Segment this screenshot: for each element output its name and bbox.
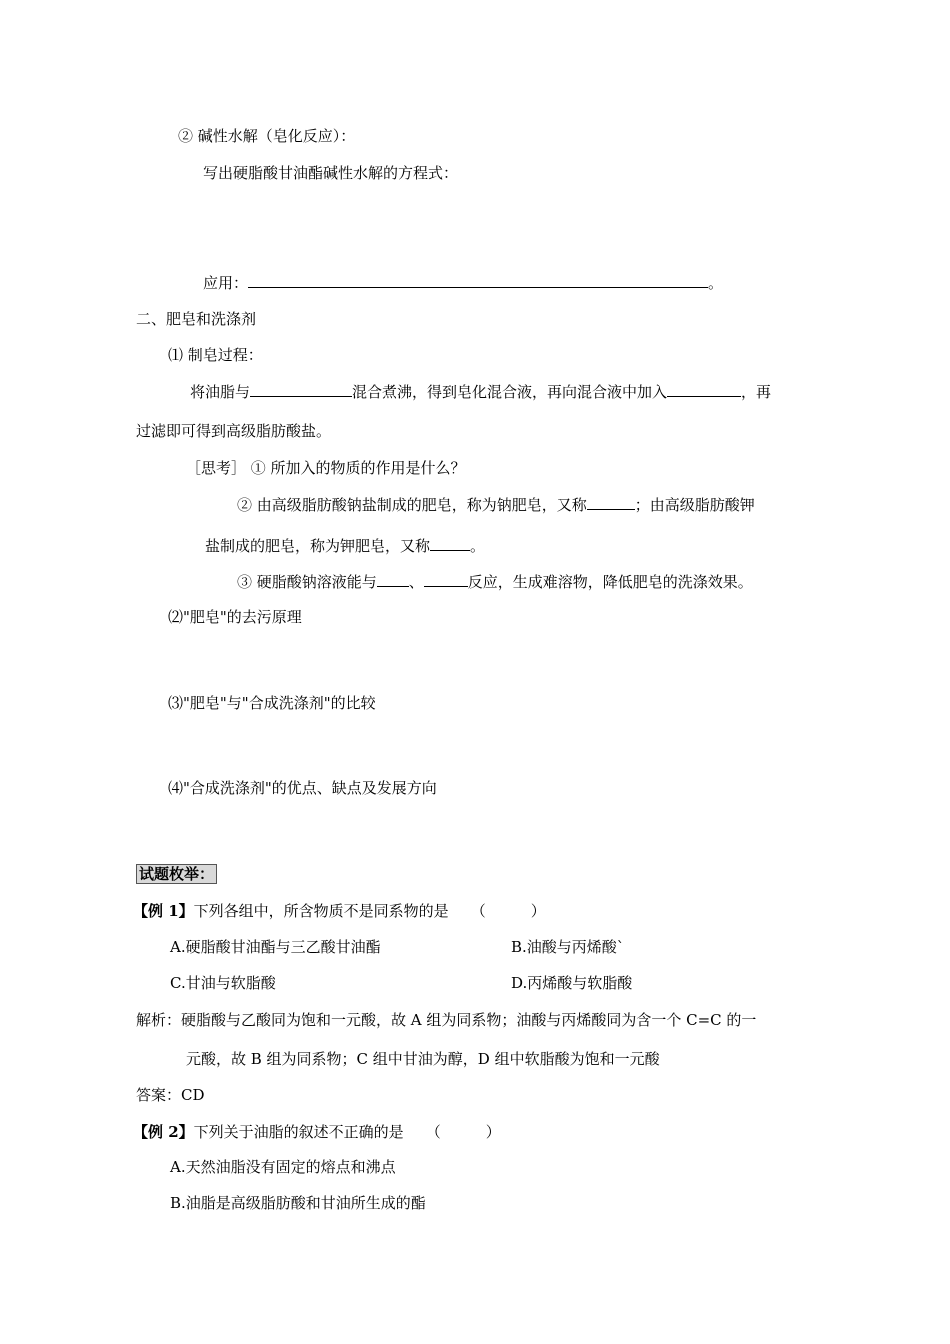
think-q2-blank-2[interactable] (430, 536, 470, 551)
example-2-question-text: 下列关于油脂的叙述不正确的是 (193, 1123, 404, 1141)
example-1-question (133, 901, 546, 921)
application-line (203, 273, 723, 293)
example-1-option-c (170, 973, 276, 993)
example-2-option-b-text: B.油脂是高级脂肪酸和甘油所生成的酯 (170, 1194, 426, 1212)
think-question-2-line2 (205, 536, 485, 556)
think-q3-blank-1[interactable] (377, 572, 409, 587)
example-1-option-a (170, 937, 381, 957)
example-2-label: 【例 2】 (133, 1123, 194, 1141)
equation-prompt-text: 写出硬脂酸甘油酯碱性水解的方程式： (203, 164, 459, 182)
process-text-b: 混合煮沸，得到皂化混合液，再向混合液中加入 (352, 383, 668, 401)
example-2-question (133, 1122, 501, 1142)
example-2-option-b (170, 1193, 426, 1213)
example-2-option-a (170, 1157, 396, 1177)
example-1-answer-paren: （ ） (470, 902, 546, 920)
think-q2-text-d: 。 (470, 537, 486, 555)
example-1-option-d (511, 973, 632, 993)
example-1-analysis-line2 (186, 1049, 660, 1069)
section-two-title (136, 309, 256, 329)
soap-process-title (168, 345, 263, 365)
example-1-label: 【例 1】 (133, 902, 194, 920)
application-end: 。 (708, 274, 724, 292)
alkaline-hydrolysis-heading (178, 126, 355, 146)
item3-text: ⑶"肥皂"与"合成洗涤剂"的比较 (168, 694, 376, 712)
think-question-3 (237, 572, 753, 592)
example-1-analysis-text-2: 元酸，故 B 组为同系物；C 组中甘油为醇，D 组中软脂酸为饱和一元酸 (186, 1050, 660, 1068)
think-question-2-line1 (237, 495, 755, 515)
soap-process-line1 (190, 382, 771, 402)
example-2-option-a-text: A.天然油脂没有固定的熔点和沸点 (170, 1158, 396, 1176)
example-1-option-d-text: D.丙烯酸与软脂酸 (511, 974, 633, 992)
example-1-question-text: 下列各组中，所含物质不是同系物的是 (193, 902, 449, 920)
alkaline-hydrolysis-heading-text: ② 碱性水解（皂化反应）： (178, 127, 356, 145)
application-label: 应用： (203, 274, 249, 292)
example-1-analysis-text-1: 解析：硬脂酸与乙酸同为饱和一元酸，故 A 组为同系物；油酸与丙烯酸同为含一个 C=C 的一 (136, 1011, 757, 1029)
process-text-a: 将油脂与 (190, 383, 251, 401)
process-blank-2[interactable] (667, 382, 741, 397)
think-q3-text-a: ③ 硬脂酸钠溶液能与 (237, 573, 377, 591)
think-question-1 (186, 458, 466, 478)
examples-heading (136, 864, 217, 884)
process-text-c: ，再 (741, 383, 772, 401)
example-1-option-b-text: B.油酸与丙烯酸` (511, 938, 625, 956)
think-q3-text-c: 反应，生成难溶物，降低肥皂的洗涤效果。 (467, 573, 753, 591)
think-q1-text: ［思考］ ① 所加入的物质的作用是什么？ (186, 459, 466, 477)
examples-tag: 试题枚举： (136, 864, 217, 884)
example-1-option-b (511, 937, 624, 957)
example-2-answer-paren: （ ） (425, 1123, 501, 1141)
process-blank-1[interactable] (250, 382, 352, 397)
equation-prompt (203, 163, 458, 183)
think-q2-text-a: ② 由高级脂肪酸钠盐制成的肥皂，称为钠肥皂，又称 (237, 496, 587, 514)
example-1-analysis-line1 (136, 1010, 756, 1030)
soap-process-title-text: ⑴ 制皂过程： (168, 346, 263, 364)
think-q3-text-b: 、 (408, 573, 424, 591)
item-soap-principle (168, 607, 302, 627)
think-q2-text-c: 盐制成的肥皂，称为钾肥皂，又称 (205, 537, 431, 555)
item4-text: ⑷"合成洗涤剂"的优点、缺点及发展方向 (168, 779, 437, 797)
think-q2-blank-1[interactable] (587, 495, 635, 510)
soap-process-line2 (136, 421, 331, 441)
item2-text: ⑵"肥皂"的去污原理 (168, 608, 302, 626)
application-blank[interactable] (248, 273, 708, 288)
example-1-answer-text: 答案：CD (136, 1086, 205, 1104)
item-detergent-pros-cons (168, 778, 437, 798)
process-line2-text: 过滤即可得到高级脂肪酸盐。 (136, 422, 332, 440)
section-two-title-text: 二、肥皂和洗涤剂 (136, 310, 257, 328)
think-q3-blank-2[interactable] (424, 572, 468, 587)
example-1-option-c-text: C.甘油与软脂酸 (170, 974, 276, 992)
example-1-answer (136, 1085, 205, 1105)
think-q2-text-b: ；由高级脂肪酸钾 (634, 496, 755, 514)
example-1-option-a-text: A.硬脂酸甘油酯与三乙酸甘油酯 (170, 938, 381, 956)
item-soap-comparison (168, 693, 376, 713)
